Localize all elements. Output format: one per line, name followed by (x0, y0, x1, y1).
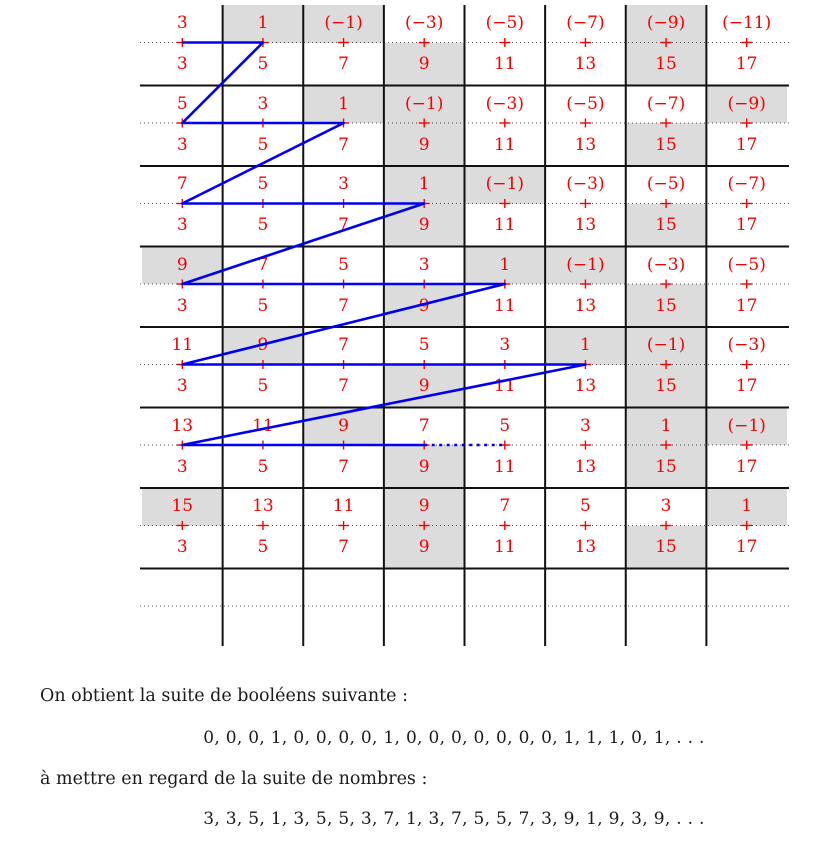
denominator: 15 (655, 376, 677, 396)
cell-bottom-half (626, 204, 707, 247)
cell-top-half (465, 5, 546, 43)
denominator: 7 (338, 134, 349, 155)
denominator: 3 (176, 215, 188, 235)
numerator: 1 (418, 174, 430, 195)
cell-top-half (706, 166, 787, 204)
cell-bottom-half (465, 204, 546, 247)
denominator: 15 (655, 54, 677, 74)
denominator: 11 (493, 134, 516, 155)
numerator: (−1) (566, 254, 605, 275)
cell-top-half (303, 247, 384, 285)
cell-bottom-half (384, 43, 465, 86)
denominator: 3 (176, 134, 188, 155)
cell-top-half (465, 247, 546, 285)
fraction-cell (384, 166, 465, 247)
fraction-cell (626, 247, 707, 328)
cell-top-half (384, 488, 465, 526)
cell-bottom-half (465, 123, 546, 166)
cell-top-half (142, 166, 223, 204)
cell-top-half (303, 327, 384, 365)
denominator: 15 (655, 537, 677, 557)
numerator: 5 (338, 254, 349, 275)
numerator: 1 (580, 335, 591, 356)
denominator: 9 (418, 215, 430, 235)
fraction-cell (706, 488, 787, 569)
numerator: 13 (171, 415, 194, 436)
numerator: 7 (257, 254, 269, 275)
numerator: 13 (252, 496, 274, 517)
cell-top-half (545, 5, 626, 43)
cell-bottom-half (223, 123, 304, 166)
fraction-cell (545, 327, 626, 408)
cell-top-half (223, 5, 304, 43)
fraction-cell (223, 247, 304, 328)
numerator: (−3) (566, 174, 605, 195)
cell-top-half (384, 86, 465, 124)
cell-top-half (465, 488, 546, 526)
cell-bottom-half (465, 445, 546, 488)
denominator: 5 (257, 215, 269, 235)
denominator: 13 (574, 376, 597, 396)
fraction-cell (303, 247, 384, 328)
fraction-cell (545, 5, 626, 86)
cell-top-half (223, 247, 304, 285)
cell-bottom-half (545, 526, 626, 569)
numerator: (−5) (646, 174, 686, 195)
denominator: 11 (493, 456, 516, 477)
denominator: 9 (418, 295, 430, 316)
denominator: 17 (735, 295, 758, 316)
denominator: 13 (574, 134, 597, 155)
numerator: 15 (171, 496, 194, 517)
denominator: 17 (735, 215, 758, 235)
fraction-cell (303, 488, 384, 569)
fraction-cell (465, 166, 546, 247)
fraction-cell (465, 327, 546, 408)
cell-bottom-half (706, 204, 787, 247)
fraction-cell (706, 408, 787, 489)
numerator: 3 (418, 254, 430, 275)
numerator: 3 (580, 415, 591, 436)
fraction-cell (384, 408, 465, 489)
cell-top-half (465, 408, 546, 446)
cell-top-half (626, 86, 707, 124)
cell-bottom-half (626, 365, 707, 408)
cell-top-half (223, 86, 304, 124)
fraction-cell (142, 247, 223, 328)
denominator: 15 (655, 456, 677, 477)
fraction-cell (384, 247, 465, 328)
cell-bottom-half (303, 445, 384, 488)
cell-bottom-half (465, 43, 546, 86)
fraction-cell (303, 5, 384, 86)
numerator: 1 (741, 496, 753, 517)
cell-top-half (142, 408, 223, 446)
numerator: 7 (338, 335, 349, 356)
fraction-cell (303, 86, 384, 167)
denominator: 11 (493, 54, 516, 74)
cell-top-half (142, 247, 223, 285)
cell-top-half (545, 86, 626, 124)
cell-bottom-half (223, 365, 304, 408)
numerator: (−3) (405, 13, 444, 34)
cell-top-half (465, 327, 546, 365)
numerator: (−1) (485, 174, 524, 195)
denominator: 11 (493, 215, 516, 235)
cell-bottom-half (303, 284, 384, 327)
cell-bottom-half (384, 284, 465, 327)
cell-top-half (142, 86, 223, 124)
cell-bottom-half (545, 445, 626, 488)
fraction-cell (384, 327, 465, 408)
fraction-cell (706, 327, 787, 408)
cell-bottom-half (223, 43, 304, 86)
fraction-cell (142, 5, 223, 86)
fraction-cell (223, 166, 304, 247)
cell-top-half (303, 5, 384, 43)
cell-bottom-half (142, 526, 223, 569)
cell-top-half (626, 488, 707, 526)
cell-top-half (706, 488, 787, 526)
denominator: 13 (574, 295, 597, 316)
cell-bottom-half (303, 365, 384, 408)
denominator: 3 (176, 456, 188, 477)
cell-bottom-half (545, 123, 626, 166)
cell-bottom-half (706, 445, 787, 488)
denominator: 17 (735, 54, 758, 74)
cell-bottom-half (626, 123, 707, 166)
cell-top-half (706, 86, 787, 124)
denominator: 11 (493, 537, 516, 557)
denominator: 9 (418, 376, 430, 396)
cell-bottom-half (384, 365, 465, 408)
fraction-cell (706, 86, 787, 167)
cell-bottom-half (142, 365, 223, 408)
cell-bottom-half (706, 284, 787, 327)
denominator: 3 (176, 295, 188, 316)
denominator: 17 (735, 456, 758, 477)
denominator: 7 (338, 456, 349, 477)
numerator: 1 (499, 254, 511, 275)
cell-top-half (626, 247, 707, 285)
denominator: 9 (418, 134, 430, 155)
cell-top-half (706, 408, 787, 446)
fraction-cell (142, 488, 223, 569)
cell-top-half (223, 408, 304, 446)
cell-bottom-half (384, 123, 465, 166)
numerator: 1 (257, 13, 269, 34)
numerator: 9 (338, 415, 349, 436)
fraction-cell (465, 488, 546, 569)
numerator: (−3) (646, 254, 686, 275)
numerator: 5 (257, 174, 269, 195)
numerator: 3 (338, 174, 349, 195)
cell-bottom-half (545, 43, 626, 86)
cell-bottom-half (384, 526, 465, 569)
cell-top-half (142, 488, 223, 526)
cell-bottom-half (706, 526, 787, 569)
cell-top-half (545, 247, 626, 285)
denominator: 5 (257, 376, 269, 396)
numerator: 3 (660, 496, 672, 517)
cell-bottom-half (626, 445, 707, 488)
cell-top-half (706, 247, 787, 285)
denominator: 13 (574, 456, 597, 477)
denominator: 13 (574, 215, 597, 235)
fraction-cell (545, 488, 626, 569)
numerator: (−7) (646, 93, 686, 114)
numerator: (−3) (727, 335, 766, 356)
cell-top-half (706, 327, 787, 365)
numerator: (−1) (646, 335, 686, 356)
cell-bottom-half (706, 123, 787, 166)
denominator: 7 (338, 54, 349, 74)
cell-top-half (223, 166, 304, 204)
numerator: (−1) (324, 13, 363, 34)
cell-bottom-half (706, 43, 787, 86)
cell-bottom-half (465, 284, 546, 327)
fraction-cell (706, 5, 787, 86)
numerator: (−5) (727, 254, 766, 275)
cell-top-half (303, 408, 384, 446)
cell-top-half (223, 488, 304, 526)
cell-bottom-half (626, 43, 707, 86)
fraction-cell (626, 86, 707, 167)
fraction-cell (545, 247, 626, 328)
denominator: 9 (418, 456, 430, 477)
denominator: 5 (257, 537, 269, 557)
sequence-booleans: 0, 0, 0, 1, 0, 0, 0, 0, 1, 0, 0, 0, 0, 0, 0, 0, 1, 1, 1, 0, 1, . . . (203, 728, 705, 748)
fraction-cell (545, 86, 626, 167)
numerator: 7 (499, 496, 511, 517)
numerator: (−5) (485, 13, 524, 34)
fraction-cell (626, 327, 707, 408)
fraction-cell (545, 408, 626, 489)
cell-top-half (626, 166, 707, 204)
cell-top-half (545, 327, 626, 365)
cell-top-half (303, 488, 384, 526)
cell-bottom-half (223, 284, 304, 327)
denominator: 7 (338, 215, 349, 235)
numerator: (−7) (566, 13, 605, 34)
denominator: 7 (338, 537, 349, 557)
fraction-cell (706, 247, 787, 328)
cell-top-half (384, 247, 465, 285)
numerator: (−11) (722, 13, 772, 34)
numerator: 7 (176, 174, 188, 195)
cell-bottom-half (142, 123, 223, 166)
cell-top-half (626, 5, 707, 43)
cell-bottom-half (223, 204, 304, 247)
denominator: 11 (493, 376, 516, 396)
denominator: 9 (418, 537, 430, 557)
denominator: 5 (257, 456, 269, 477)
numerator: 11 (171, 335, 194, 356)
fraction-cell (465, 247, 546, 328)
cell-bottom-half (384, 445, 465, 488)
numerator: (−1) (727, 415, 766, 436)
cell-bottom-half (142, 445, 223, 488)
denominator: 5 (257, 295, 269, 316)
cell-top-half (465, 86, 546, 124)
fraction-cell (465, 86, 546, 167)
cell-top-half (545, 488, 626, 526)
numerator: 3 (499, 335, 511, 356)
fraction-cell (142, 327, 223, 408)
cell-bottom-half (465, 526, 546, 569)
cell-top-half (303, 86, 384, 124)
cell-bottom-half (626, 526, 707, 569)
numerator: 5 (176, 93, 188, 114)
denominator: 5 (257, 54, 269, 74)
numerator: (−7) (727, 174, 766, 195)
cell-bottom-half (142, 284, 223, 327)
fraction-cell (706, 166, 787, 247)
cell-top-half (465, 166, 546, 204)
fraction-cell (626, 488, 707, 569)
numerator: 5 (580, 496, 591, 517)
denominator: 15 (655, 134, 677, 155)
cell-top-half (384, 5, 465, 43)
cell-bottom-half (626, 284, 707, 327)
denominator: 7 (338, 376, 349, 396)
denominator: 17 (735, 376, 758, 396)
denominator: 13 (574, 537, 597, 557)
cell-bottom-half (303, 43, 384, 86)
numerator: (−9) (646, 13, 686, 34)
cell-top-half (626, 408, 707, 446)
cell-top-half (142, 327, 223, 365)
numerator: (−3) (485, 93, 524, 114)
cell-bottom-half (384, 204, 465, 247)
denominator: 17 (735, 537, 758, 557)
fraction-cell (303, 327, 384, 408)
fraction-cell (545, 166, 626, 247)
denominator: 15 (655, 215, 677, 235)
numerator: 11 (252, 415, 274, 436)
fraction-cell (223, 5, 304, 86)
cell-bottom-half (142, 204, 223, 247)
fraction-cell (223, 408, 304, 489)
cell-top-half (384, 408, 465, 446)
fraction-cell (142, 86, 223, 167)
denominator: 3 (176, 537, 188, 557)
numerator: (−1) (405, 93, 444, 114)
cell-top-half (223, 327, 304, 365)
cell-bottom-half (223, 445, 304, 488)
cell-top-half (384, 166, 465, 204)
sequence-numbers: 3, 3, 5, 1, 3, 5, 5, 3, 7, 1, 3, 7, 5, 5, 7, 3, 9, 1, 9, 3, 9, . . . (203, 809, 705, 829)
denominator: 7 (338, 295, 349, 316)
fraction-cell (223, 86, 304, 167)
numerator: (−5) (566, 93, 605, 114)
cell-bottom-half (545, 365, 626, 408)
cell-bottom-half (142, 43, 223, 86)
cell-bottom-half (303, 526, 384, 569)
fraction-cell (142, 166, 223, 247)
fraction-cell (465, 5, 546, 86)
numerator: 3 (176, 13, 188, 34)
numerator: (−9) (727, 93, 766, 114)
denominator: 15 (655, 295, 677, 316)
cell-bottom-half (223, 526, 304, 569)
denominator: 11 (493, 295, 516, 316)
fraction-cell (223, 327, 304, 408)
cell-bottom-half (545, 284, 626, 327)
cell-bottom-half (545, 204, 626, 247)
fraction-cell (626, 5, 707, 86)
numerator: 5 (499, 415, 511, 436)
fraction-cell (303, 408, 384, 489)
cell-bottom-half (465, 365, 546, 408)
cell-top-half (545, 166, 626, 204)
cell-top-half (706, 5, 787, 43)
numerator: 9 (418, 496, 430, 517)
cell-bottom-half (706, 365, 787, 408)
numerator: 1 (660, 415, 672, 436)
denominator: 3 (176, 54, 188, 74)
numerator: 11 (332, 496, 355, 517)
fraction-cell (303, 166, 384, 247)
denominator: 3 (176, 376, 188, 396)
numerator: 9 (257, 335, 269, 356)
cell-bottom-half (303, 204, 384, 247)
cell-top-half (303, 166, 384, 204)
numerator: 5 (418, 335, 430, 356)
fraction-cell (223, 488, 304, 569)
fraction-cell (384, 5, 465, 86)
fraction-cell (465, 408, 546, 489)
fraction-cell (626, 166, 707, 247)
caption-numbers: à mettre en regard de la suite de nombres : (40, 769, 428, 789)
cell-top-half (142, 5, 223, 43)
cell-top-half (626, 327, 707, 365)
denominator: 17 (735, 134, 758, 155)
numerator: 9 (176, 254, 188, 275)
numerator: 1 (338, 93, 349, 114)
fraction-cell (142, 408, 223, 489)
cell-top-half (384, 327, 465, 365)
denominator: 13 (574, 54, 597, 74)
cell-bottom-half (303, 123, 384, 166)
caption-booleans: On obtient la suite de booléens suivante : (40, 686, 408, 706)
numerator: 7 (418, 415, 430, 436)
fraction-cell (626, 408, 707, 489)
denominator: 5 (257, 134, 269, 155)
denominator: 9 (418, 54, 430, 74)
fraction-cell (384, 86, 465, 167)
numerator: 3 (257, 93, 269, 114)
cell-top-half (545, 408, 626, 446)
fraction-cell (384, 488, 465, 569)
